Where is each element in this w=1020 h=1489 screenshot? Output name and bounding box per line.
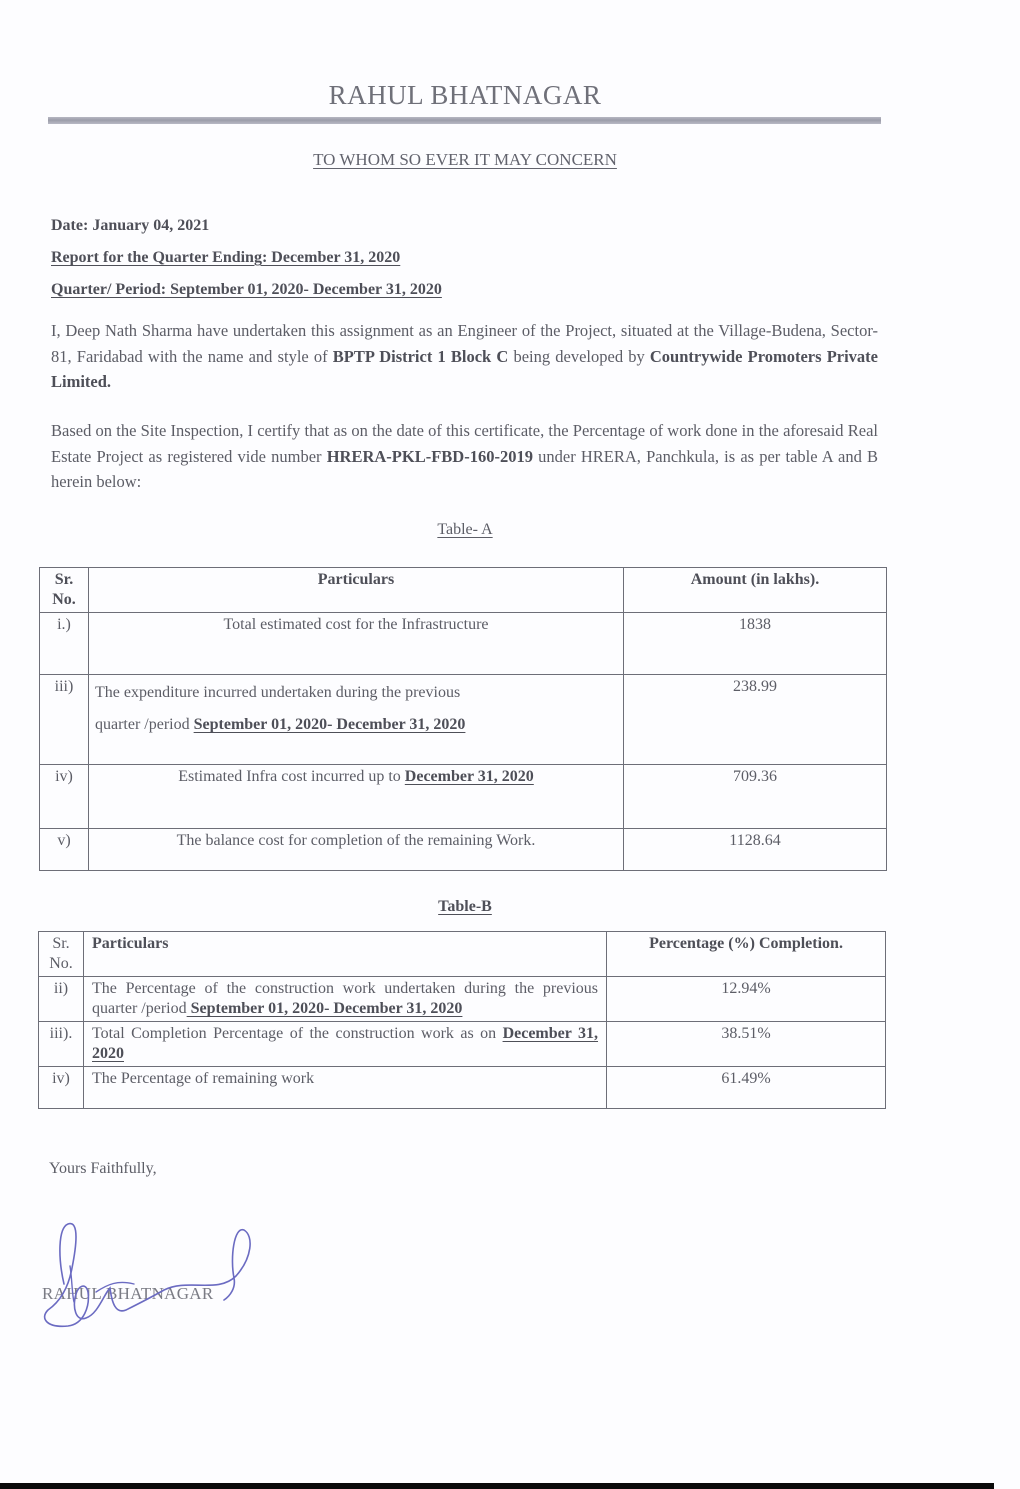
- date-line: Date: January 04, 2021: [51, 217, 210, 234]
- table-row: [40, 675, 887, 765]
- table-b: [38, 931, 886, 1109]
- row-particulars: The Percentage of remaining work: [84, 1067, 607, 1109]
- particulars-text: quarter /period: [95, 716, 194, 733]
- period-text: December 31, 2020: [404, 768, 534, 785]
- header-percentage: Percentage (%) Completion.: [607, 932, 886, 977]
- particulars-text: Total Completion Percentage of the construction work as on: [92, 1025, 503, 1042]
- row-sr-no: iii): [40, 675, 89, 765]
- row-amount: 1128.64: [624, 829, 887, 871]
- row-particulars: The balance cost for completion of the remaining Work.: [89, 829, 624, 871]
- row-amount: 1838: [624, 613, 887, 675]
- signature-image: [38, 1218, 278, 1338]
- row-particulars: Total estimated cost for the Infrastructure: [89, 613, 624, 675]
- table-row: [39, 977, 886, 1022]
- table-a-caption: Table- A: [437, 521, 493, 538]
- particulars-text: Estimated Infra cost incurred up to: [178, 768, 405, 785]
- row-percentage: 12.94%: [607, 977, 886, 1022]
- paragraph-text: being developed by: [508, 346, 650, 366]
- row-amount: 709.36: [624, 765, 887, 829]
- row-sr-no: iv): [39, 1067, 84, 1109]
- header-particulars: Particulars: [89, 568, 624, 613]
- row-particulars: [89, 765, 624, 829]
- row-sr-no: iv): [40, 765, 89, 829]
- table-row: [40, 613, 887, 675]
- letterhead-name: RAHUL BHATNAGAR: [328, 80, 602, 110]
- row-particulars: [84, 1022, 607, 1067]
- report-quarter-line: Report for the Quarter Ending: December 31, 2020: [51, 249, 401, 266]
- header-sr-no: Sr. No.: [40, 568, 89, 613]
- signature-printed-name: RAHUL BHATNAGAR: [42, 1284, 214, 1303]
- row-percentage: 38.51%: [607, 1022, 886, 1067]
- table-b-caption: Table-B: [438, 898, 492, 915]
- signature-stroke: [45, 1224, 250, 1327]
- row-sr-no: v): [40, 829, 89, 871]
- header-sr-no: Sr. No.: [39, 932, 84, 977]
- row-amount: 238.99: [624, 675, 887, 765]
- developer-name: Countrywide Promoters Private Limited.: [51, 346, 878, 391]
- table-row: [39, 1067, 886, 1109]
- row-sr-no: i.): [40, 613, 89, 675]
- row-sr-no: ii): [39, 977, 84, 1022]
- period-line: Quarter/ Period: September 01, 2020- December 31, 2020: [51, 281, 442, 298]
- row-particulars: [84, 977, 607, 1022]
- row-percentage: 61.49%: [607, 1067, 886, 1109]
- table-header-row: [39, 932, 886, 977]
- paragraph-text: I, Deep Nath Sharma have undertaken this assignment as an Engineer of the Project, situated at the Village-Budena, Sector-81, Faridabad with the name and style of: [51, 321, 878, 366]
- particulars-text: The Percentage of the construction work undertaken during the previous quarter /period: [92, 980, 598, 1017]
- engineer-statement-paragraph: [51, 318, 878, 395]
- table-a: [39, 567, 887, 871]
- table-row: [40, 765, 887, 829]
- period-text: December 31, 2020: [92, 1025, 599, 1062]
- table-row: [39, 1022, 886, 1067]
- document-heading: TO WHOM SO EVER IT MAY CONCERN: [313, 150, 617, 169]
- signature-stroke: [70, 1266, 134, 1302]
- period-text: September 01, 2020- December 31, 2020: [186, 1000, 463, 1017]
- letterhead-rule: [48, 117, 881, 124]
- row-particulars: [89, 675, 624, 765]
- page-bottom-edge: [0, 1483, 994, 1489]
- period-text: September 01, 2020- December 31, 2020: [193, 716, 466, 733]
- certification-paragraph: [51, 418, 878, 495]
- particulars-text: The expenditure incurred undertaken during the previous: [95, 684, 461, 701]
- table-row: [40, 829, 887, 871]
- closing-salutation: Yours Faithfully,: [49, 1160, 157, 1177]
- header-particulars: Particulars: [84, 932, 607, 977]
- project-name: BPTP District 1 Block C: [332, 346, 509, 366]
- row-sr-no: iii).: [39, 1022, 84, 1067]
- paragraph-text: Based on the Site Inspection, I certify that as on the date of this certificate, the Percentage of work done in the aforesaid Real Estate Project as registered vide number: [51, 421, 878, 466]
- paragraph-text: under HRERA, Panchkula, is as per table A and B herein below:: [51, 446, 878, 491]
- registration-number: HRERA-PKL-FBD-160-2019: [326, 446, 533, 466]
- table-header-row: [40, 568, 887, 613]
- header-amount: Amount (in lakhs).: [624, 568, 887, 613]
